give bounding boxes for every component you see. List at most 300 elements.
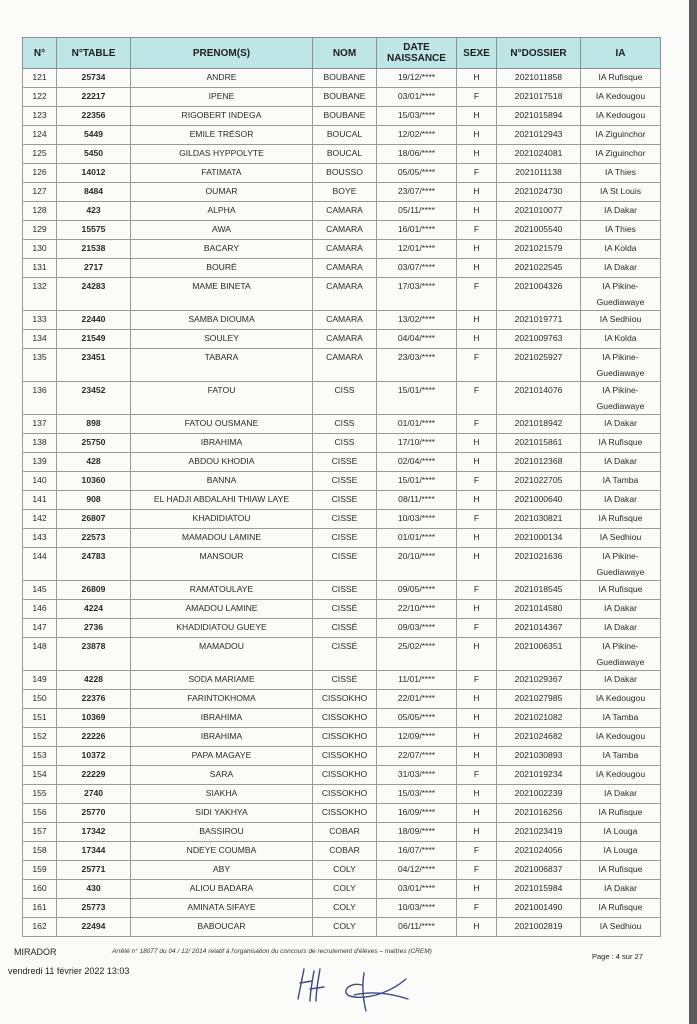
cell-first-names: GILDAS HYPPOLYTE xyxy=(131,145,313,164)
cell-ia: IA Dakar xyxy=(581,785,661,804)
cell-table-number: 908 xyxy=(57,491,131,510)
cell-first-names: SIAKHA xyxy=(131,785,313,804)
cell-sex: H xyxy=(457,126,497,145)
cell-table-number: 22494 xyxy=(57,918,131,937)
cell-ia: IA Dakar xyxy=(581,202,661,221)
cell-sex: F xyxy=(457,349,497,382)
cell-last-name: COBAR xyxy=(313,823,377,842)
table-row xyxy=(23,472,661,491)
table-row xyxy=(23,709,661,728)
cell-last-name: BOUBANE xyxy=(313,88,377,107)
cell-first-names: ABY xyxy=(131,861,313,880)
cell-ia: IA Kolda xyxy=(581,330,661,349)
cell-birth-date: 18/09/**** xyxy=(377,823,457,842)
cell-table-number: 4224 xyxy=(57,600,131,619)
cell-table-number: 22217 xyxy=(57,88,131,107)
cell-number: 150 xyxy=(23,690,57,709)
table-row xyxy=(23,619,661,638)
cell-number: 137 xyxy=(23,415,57,434)
cell-number: 135 xyxy=(23,349,57,382)
cell-number: 155 xyxy=(23,785,57,804)
cell-file-number: 2021024682 xyxy=(497,728,581,747)
cell-number: 149 xyxy=(23,671,57,690)
cell-file-number: 2021009763 xyxy=(497,330,581,349)
cell-file-number: 2021025927 xyxy=(497,349,581,382)
cell-first-names: AWA xyxy=(131,221,313,240)
cell-birth-date: 03/01/**** xyxy=(377,880,457,899)
cell-sex: H xyxy=(457,747,497,766)
cell-birth-date: 05/11/**** xyxy=(377,202,457,221)
cell-last-name: CISS xyxy=(313,415,377,434)
table-row xyxy=(23,145,661,164)
cell-file-number: 2021023419 xyxy=(497,823,581,842)
cell-birth-date: 16/01/**** xyxy=(377,221,457,240)
cell-file-number: 2021029367 xyxy=(497,671,581,690)
cell-table-number: 5449 xyxy=(57,126,131,145)
cell-ia: IA Tamba xyxy=(581,747,661,766)
cell-number: 136 xyxy=(23,382,57,415)
cell-birth-date: 23/07/**** xyxy=(377,183,457,202)
cell-first-names: FATOU OUSMANE xyxy=(131,415,313,434)
cell-sex: H xyxy=(457,785,497,804)
cell-first-names: AMADOU LAMINE xyxy=(131,600,313,619)
cell-number: 124 xyxy=(23,126,57,145)
cell-birth-date: 13/02/**** xyxy=(377,311,457,330)
results-table xyxy=(22,37,661,937)
cell-table-number: 24783 xyxy=(57,548,131,581)
cell-last-name: CISSE xyxy=(313,491,377,510)
cell-table-number: 4228 xyxy=(57,671,131,690)
cell-birth-date: 16/07/**** xyxy=(377,842,457,861)
cell-birth-date: 12/01/**** xyxy=(377,240,457,259)
cell-last-name: CAMARA xyxy=(313,330,377,349)
cell-birth-date: 02/04/**** xyxy=(377,453,457,472)
cell-ia: IA Rufisque xyxy=(581,581,661,600)
cell-last-name: COLY xyxy=(313,899,377,918)
cell-file-number: 2021015861 xyxy=(497,434,581,453)
cell-table-number: 26809 xyxy=(57,581,131,600)
table-row xyxy=(23,415,661,434)
cell-birth-date: 23/03/**** xyxy=(377,349,457,382)
cell-sex: H xyxy=(457,183,497,202)
cell-number: 133 xyxy=(23,311,57,330)
table-row xyxy=(23,766,661,785)
cell-ia: IA Rufisque xyxy=(581,804,661,823)
cell-first-names: BASSIROU xyxy=(131,823,313,842)
cell-number: 128 xyxy=(23,202,57,221)
cell-ia: IA Kedougou xyxy=(581,766,661,785)
cell-last-name: COLY xyxy=(313,918,377,937)
cell-file-number: 2021024081 xyxy=(497,145,581,164)
cell-file-number: 2021011858 xyxy=(497,69,581,88)
cell-file-number: 2021030821 xyxy=(497,510,581,529)
cell-ia: IA Rufisque xyxy=(581,434,661,453)
cell-ia: IA Sedhiou xyxy=(581,529,661,548)
cell-file-number: 2021019234 xyxy=(497,766,581,785)
table-body xyxy=(23,69,661,937)
cell-file-number: 2021010077 xyxy=(497,202,581,221)
cell-sex: H xyxy=(457,548,497,581)
cell-file-number: 2021021636 xyxy=(497,548,581,581)
cell-last-name: CISS xyxy=(313,434,377,453)
cell-number: 138 xyxy=(23,434,57,453)
cell-ia: IA Kolda xyxy=(581,240,661,259)
cell-first-names: IBRAHIMA xyxy=(131,434,313,453)
cell-last-name: COLY xyxy=(313,880,377,899)
footer-decree-note: Arrêté n° 18077 du 04 / 12/ 2014 relatif à l'organisation du concours de recrutement d'élèves – maîtres (CREM) xyxy=(112,948,432,955)
cell-file-number: 2021030893 xyxy=(497,747,581,766)
cell-last-name: CAMARA xyxy=(313,259,377,278)
cell-file-number: 2021021082 xyxy=(497,709,581,728)
cell-table-number: 430 xyxy=(57,880,131,899)
cell-first-names: KHADIDIATOU GUEYE xyxy=(131,619,313,638)
cell-first-names: SAMBA DIOUMA xyxy=(131,311,313,330)
cell-table-number: 25750 xyxy=(57,434,131,453)
cell-first-names: ANDRE xyxy=(131,69,313,88)
cell-file-number: 2021005540 xyxy=(497,221,581,240)
cell-first-names: BANNA xyxy=(131,472,313,491)
cell-ia: IA Dakar xyxy=(581,453,661,472)
table-row xyxy=(23,804,661,823)
cell-number: 130 xyxy=(23,240,57,259)
cell-sex: F xyxy=(457,382,497,415)
cell-ia: IA Dakar xyxy=(581,671,661,690)
cell-ia: IA Thies xyxy=(581,221,661,240)
cell-file-number: 2021002239 xyxy=(497,785,581,804)
cell-sex: H xyxy=(457,823,497,842)
cell-birth-date: 03/01/**** xyxy=(377,88,457,107)
cell-first-names: IBRAHIMA xyxy=(131,728,313,747)
cell-last-name: CISSOKHO xyxy=(313,804,377,823)
cell-first-names: AMINATA SIFAYE xyxy=(131,899,313,918)
cell-number: 131 xyxy=(23,259,57,278)
header-table-number: N°TABLE xyxy=(57,38,131,69)
cell-last-name: CISSE xyxy=(313,472,377,491)
cell-table-number: 26807 xyxy=(57,510,131,529)
cell-last-name: CAMARA xyxy=(313,349,377,382)
cell-birth-date: 05/05/**** xyxy=(377,709,457,728)
cell-table-number: 423 xyxy=(57,202,131,221)
cell-number: 146 xyxy=(23,600,57,619)
cell-first-names: RAMATOULAYE xyxy=(131,581,313,600)
cell-file-number: 2021004326 xyxy=(497,278,581,311)
cell-sex: H xyxy=(457,259,497,278)
table-row xyxy=(23,600,661,619)
cell-number: 156 xyxy=(23,804,57,823)
cell-birth-date: 10/03/**** xyxy=(377,510,457,529)
cell-file-number: 2021014076 xyxy=(497,382,581,415)
table-row xyxy=(23,240,661,259)
cell-file-number: 2021015894 xyxy=(497,107,581,126)
cell-ia: IA Rufisque xyxy=(581,69,661,88)
cell-number: 144 xyxy=(23,548,57,581)
cell-birth-date: 22/07/**** xyxy=(377,747,457,766)
cell-file-number: 2021006351 xyxy=(497,638,581,671)
cell-ia: IA Tamba xyxy=(581,472,661,491)
cell-birth-date: 15/03/**** xyxy=(377,785,457,804)
cell-file-number: 2021014367 xyxy=(497,619,581,638)
cell-sex: F xyxy=(457,899,497,918)
cell-number: 157 xyxy=(23,823,57,842)
cell-sex: H xyxy=(457,330,497,349)
cell-last-name: CISSE xyxy=(313,510,377,529)
cell-sex: F xyxy=(457,766,497,785)
table-row xyxy=(23,880,661,899)
cell-birth-date: 22/01/**** xyxy=(377,690,457,709)
cell-file-number: 2021012368 xyxy=(497,453,581,472)
cell-last-name: CAMARA xyxy=(313,278,377,311)
cell-birth-date: 16/09/**** xyxy=(377,804,457,823)
cell-last-name: BOUBANE xyxy=(313,69,377,88)
cell-ia: IA Pikine-Guediawaye xyxy=(581,638,661,671)
cell-number: 158 xyxy=(23,842,57,861)
cell-sex: H xyxy=(457,69,497,88)
cell-number: 153 xyxy=(23,747,57,766)
cell-table-number: 22376 xyxy=(57,690,131,709)
cell-sex: H xyxy=(457,918,497,937)
cell-number: 143 xyxy=(23,529,57,548)
header-number: N° xyxy=(23,38,57,69)
cell-sex: H xyxy=(457,690,497,709)
cell-first-names: MAME BINETA xyxy=(131,278,313,311)
cell-first-names: FATIMATA xyxy=(131,164,313,183)
cell-table-number: 23451 xyxy=(57,349,131,382)
cell-first-names: BACARY xyxy=(131,240,313,259)
cell-table-number: 10372 xyxy=(57,747,131,766)
table-row xyxy=(23,842,661,861)
table-row xyxy=(23,69,661,88)
cell-last-name: BOUSSO xyxy=(313,164,377,183)
cell-first-names: EL HADJI ABDALAHI THIAW LAYE xyxy=(131,491,313,510)
cell-sex: F xyxy=(457,278,497,311)
cell-first-names: IPENE xyxy=(131,88,313,107)
cell-file-number: 2021018545 xyxy=(497,581,581,600)
cell-ia: IA Ziguinchor xyxy=(581,126,661,145)
cell-table-number: 5450 xyxy=(57,145,131,164)
cell-first-names: KHADIDIATOU xyxy=(131,510,313,529)
cell-sex: H xyxy=(457,880,497,899)
table-row xyxy=(23,88,661,107)
cell-table-number: 2717 xyxy=(57,259,131,278)
cell-file-number: 2021015984 xyxy=(497,880,581,899)
cell-last-name: BOYE xyxy=(313,183,377,202)
cell-file-number: 2021022545 xyxy=(497,259,581,278)
cell-table-number: 10369 xyxy=(57,709,131,728)
cell-table-number: 428 xyxy=(57,453,131,472)
cell-number: 147 xyxy=(23,619,57,638)
cell-sex: H xyxy=(457,600,497,619)
cell-table-number: 22356 xyxy=(57,107,131,126)
cell-number: 160 xyxy=(23,880,57,899)
cell-number: 148 xyxy=(23,638,57,671)
table-row xyxy=(23,311,661,330)
cell-sex: H xyxy=(457,491,497,510)
table-row xyxy=(23,434,661,453)
cell-file-number: 2021001490 xyxy=(497,899,581,918)
cell-ia: IA Dakar xyxy=(581,880,661,899)
cell-last-name: CAMARA xyxy=(313,240,377,259)
cell-last-name: CAMARA xyxy=(313,202,377,221)
cell-file-number: 2021017518 xyxy=(497,88,581,107)
cell-ia: IA Dakar xyxy=(581,619,661,638)
cell-birth-date: 09/05/**** xyxy=(377,581,457,600)
cell-file-number: 2021024056 xyxy=(497,842,581,861)
cell-table-number: 8484 xyxy=(57,183,131,202)
table-row xyxy=(23,349,661,382)
cell-ia: IA Pikine-Guediawaye xyxy=(581,548,661,581)
cell-first-names: FARINTOKHOMA xyxy=(131,690,313,709)
cell-ia: IA Tamba xyxy=(581,709,661,728)
table-row xyxy=(23,330,661,349)
cell-number: 125 xyxy=(23,145,57,164)
cell-ia: IA Ziguinchor xyxy=(581,145,661,164)
footer-print-date: vendredi 11 février 2022 13:03 xyxy=(8,966,130,976)
table-row xyxy=(23,861,661,880)
table-row xyxy=(23,164,661,183)
cell-ia: IA Pikine-Guediawaye xyxy=(581,382,661,415)
cell-last-name: CISSÉ xyxy=(313,671,377,690)
header-birth-date: DATE NAISSANCE xyxy=(377,38,457,69)
cell-birth-date: 03/07/**** xyxy=(377,259,457,278)
cell-ia: IA Sedhiou xyxy=(581,918,661,937)
cell-number: 122 xyxy=(23,88,57,107)
cell-sex: F xyxy=(457,221,497,240)
cell-table-number: 2736 xyxy=(57,619,131,638)
cell-table-number: 25773 xyxy=(57,899,131,918)
cell-birth-date: 12/09/**** xyxy=(377,728,457,747)
table-row xyxy=(23,107,661,126)
cell-birth-date: 12/02/**** xyxy=(377,126,457,145)
table-row xyxy=(23,690,661,709)
cell-first-names: ALPHA xyxy=(131,202,313,221)
cell-table-number: 10360 xyxy=(57,472,131,491)
cell-table-number: 14012 xyxy=(57,164,131,183)
cell-last-name: CISSOKHO xyxy=(313,690,377,709)
cell-file-number: 2021002819 xyxy=(497,918,581,937)
cell-first-names: RIGOBERT INDEGA xyxy=(131,107,313,126)
table-row xyxy=(23,747,661,766)
cell-table-number: 24283 xyxy=(57,278,131,311)
cell-ia: IA Dakar xyxy=(581,259,661,278)
cell-sex: H xyxy=(457,145,497,164)
cell-number: 123 xyxy=(23,107,57,126)
cell-first-names: BOURÉ xyxy=(131,259,313,278)
cell-table-number: 22229 xyxy=(57,766,131,785)
cell-birth-date: 08/11/**** xyxy=(377,491,457,510)
cell-sex: F xyxy=(457,415,497,434)
cell-table-number: 23452 xyxy=(57,382,131,415)
cell-first-names: SOULEY xyxy=(131,330,313,349)
cell-birth-date: 18/06/**** xyxy=(377,145,457,164)
cell-sex: F xyxy=(457,510,497,529)
cell-last-name: CAMARA xyxy=(313,311,377,330)
cell-birth-date: 19/12/**** xyxy=(377,69,457,88)
cell-ia: IA Rufisque xyxy=(581,510,661,529)
cell-file-number: 2021022705 xyxy=(497,472,581,491)
cell-table-number: 23878 xyxy=(57,638,131,671)
cell-birth-date: 20/10/**** xyxy=(377,548,457,581)
cell-last-name: CISSOKHO xyxy=(313,747,377,766)
cell-last-name: CISSÉ xyxy=(313,600,377,619)
cell-birth-date: 15/01/**** xyxy=(377,382,457,415)
cell-table-number: 17342 xyxy=(57,823,131,842)
header-sex: SEXE xyxy=(457,38,497,69)
header-last-name: NOM xyxy=(313,38,377,69)
cell-number: 145 xyxy=(23,581,57,600)
table-row xyxy=(23,126,661,145)
cell-first-names: EMILE TRÉSOR xyxy=(131,126,313,145)
cell-birth-date: 11/01/**** xyxy=(377,671,457,690)
cell-birth-date: 31/03/**** xyxy=(377,766,457,785)
cell-ia: IA Kedougou xyxy=(581,728,661,747)
cell-number: 129 xyxy=(23,221,57,240)
cell-birth-date: 01/01/**** xyxy=(377,529,457,548)
cell-sex: F xyxy=(457,164,497,183)
cell-number: 159 xyxy=(23,861,57,880)
cell-file-number: 2021027985 xyxy=(497,690,581,709)
cell-last-name: CISSOKHO xyxy=(313,709,377,728)
cell-file-number: 2021019771 xyxy=(497,311,581,330)
cell-table-number: 15575 xyxy=(57,221,131,240)
cell-last-name: BOUBANE xyxy=(313,107,377,126)
cell-last-name: CISSE xyxy=(313,581,377,600)
table-row xyxy=(23,259,661,278)
cell-sex: H xyxy=(457,202,497,221)
header-first-names: PRENOM(S) xyxy=(131,38,313,69)
cell-ia: IA Louga xyxy=(581,823,661,842)
cell-sex: H xyxy=(457,453,497,472)
cell-table-number: 22440 xyxy=(57,311,131,330)
signature xyxy=(290,955,430,1015)
cell-number: 140 xyxy=(23,472,57,491)
cell-number: 139 xyxy=(23,453,57,472)
cell-file-number: 2021021579 xyxy=(497,240,581,259)
cell-table-number: 25771 xyxy=(57,861,131,880)
cell-table-number: 898 xyxy=(57,415,131,434)
table-row xyxy=(23,453,661,472)
cell-last-name: CISSOKHO xyxy=(313,728,377,747)
table-row xyxy=(23,823,661,842)
cell-birth-date: 01/01/**** xyxy=(377,415,457,434)
cell-ia: IA Pikine-Guediawaye xyxy=(581,349,661,382)
cell-number: 126 xyxy=(23,164,57,183)
cell-number: 127 xyxy=(23,183,57,202)
cell-first-names: PAPA MAGAYE xyxy=(131,747,313,766)
cell-ia: IA Thies xyxy=(581,164,661,183)
cell-ia: IA Pikine-Guediawaye xyxy=(581,278,661,311)
cell-last-name: CISSOKHO xyxy=(313,785,377,804)
cell-last-name: COLY xyxy=(313,861,377,880)
table-row xyxy=(23,638,661,671)
cell-sex: F xyxy=(457,671,497,690)
cell-table-number: 17344 xyxy=(57,842,131,861)
table-row xyxy=(23,202,661,221)
cell-ia: IA Dakar xyxy=(581,491,661,510)
cell-last-name: CISS xyxy=(313,382,377,415)
cell-birth-date: 05/05/**** xyxy=(377,164,457,183)
cell-file-number: 2021000640 xyxy=(497,491,581,510)
header-file-number: N°DOSSIER xyxy=(497,38,581,69)
cell-file-number: 2021011138 xyxy=(497,164,581,183)
table-row xyxy=(23,510,661,529)
cell-ia: IA St Louis xyxy=(581,183,661,202)
cell-birth-date: 04/04/**** xyxy=(377,330,457,349)
cell-birth-date: 22/10/**** xyxy=(377,600,457,619)
cell-number: 161 xyxy=(23,899,57,918)
cell-file-number: 2021014580 xyxy=(497,600,581,619)
cell-sex: F xyxy=(457,842,497,861)
cell-birth-date: 06/11/**** xyxy=(377,918,457,937)
